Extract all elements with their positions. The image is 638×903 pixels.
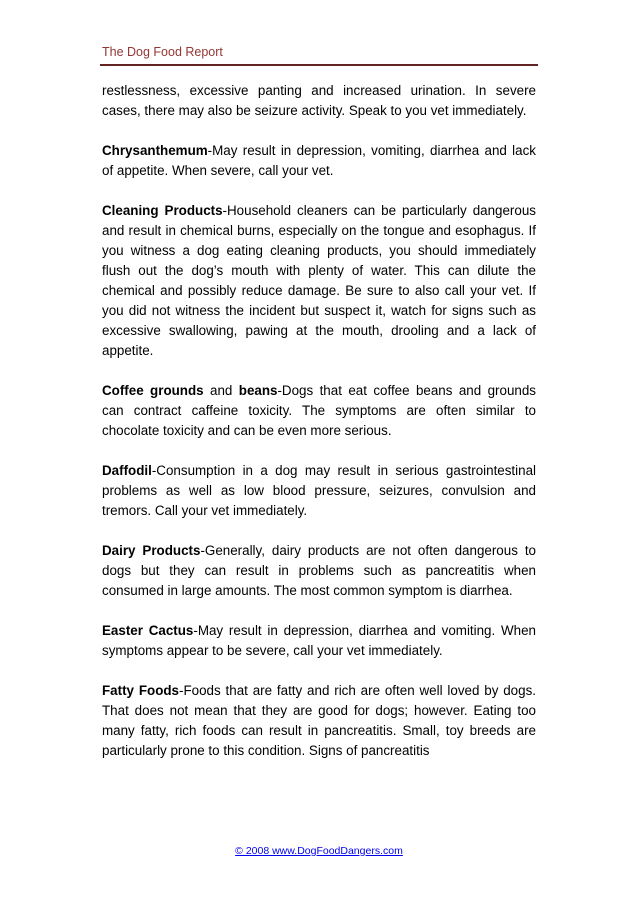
page-footer [0, 845, 638, 857]
header-rule [100, 64, 538, 66]
entry-chrysanthemum [102, 141, 536, 181]
entry-term: Daffodil [102, 463, 152, 478]
entry-term: Chrysanthemum [102, 143, 208, 158]
entry-easter-cactus [102, 621, 536, 661]
entry-text: -Foods that are fatty and rich are often well loved by dogs. That does not mean that they are good for dogs; however. Eating too many fatty, rich foods can result in pancreatitis. Small, toy breeds are particularly prone to this condition. Signs of pancreatitis [102, 683, 536, 758]
entry-term: Easter Cactus [102, 623, 194, 638]
entry-joiner: and [203, 383, 239, 398]
entry-text: -May result in depression, diarrhea and vomiting. When symptoms appear to be severe, call your vet immediately. [102, 623, 536, 658]
entry-daffodil [102, 461, 536, 521]
footer-website-link[interactable]: © 2008 www.DogFoodDangers.com [235, 845, 403, 857]
entry-cleaning-products [102, 201, 536, 361]
entry-dairy-products [102, 541, 536, 601]
entry-term: Fatty Foods [102, 683, 180, 698]
entry-text: -Generally, dairy products are not often dangerous to dogs but they can result in problems such as pancreatitis when consumed in large amounts. The most common symptom is diarrhea. [102, 543, 536, 598]
entry-term: Dairy Products [102, 543, 201, 558]
entry-term: Cleaning Products [102, 203, 223, 218]
entry-fatty-foods [102, 681, 536, 761]
entry-text: -Dogs that eat coffee beans and grounds can contract caffeine toxicity. The symptoms are often similar to chocolate toxicity and can be even more serious. [102, 383, 536, 438]
paragraph-continuation [102, 81, 536, 121]
entry-text: -Consumption in a dog may result in serious gastrointestinal problems as well as low blood pressure, seizures, convulsion and tremors. Call your vet immediately. [102, 463, 536, 518]
entry-term: Coffee grounds [102, 383, 204, 398]
paragraph-text: restlessness, excessive panting and increased urination. In severe cases, there may also be seizure activity. Speak to you vet immediately. [102, 83, 536, 118]
entry-coffee [102, 381, 536, 441]
entry-term-secondary: beans [238, 383, 278, 398]
entry-text: -May result in depression, vomiting, diarrhea and lack of appetite. When severe, call your vet. [102, 143, 536, 178]
document-body [102, 81, 536, 781]
running-header-title: The Dog Food Report [102, 45, 223, 59]
entry-text: -Household cleaners can be particularly dangerous and result in chemical burns, especially on the tongue and esophagus. If you witness a dog eating cleaning products, you should immediately flush out the dog’s mouth with plenty of water. This can dilute the chemical and possibly reduce damage. Be sure to also call your vet. If you did not witness the incident but suspect it, watch for signs such as excessive swallowing, pawing at the mouth, drooling and a lack of appetite. [102, 203, 536, 358]
